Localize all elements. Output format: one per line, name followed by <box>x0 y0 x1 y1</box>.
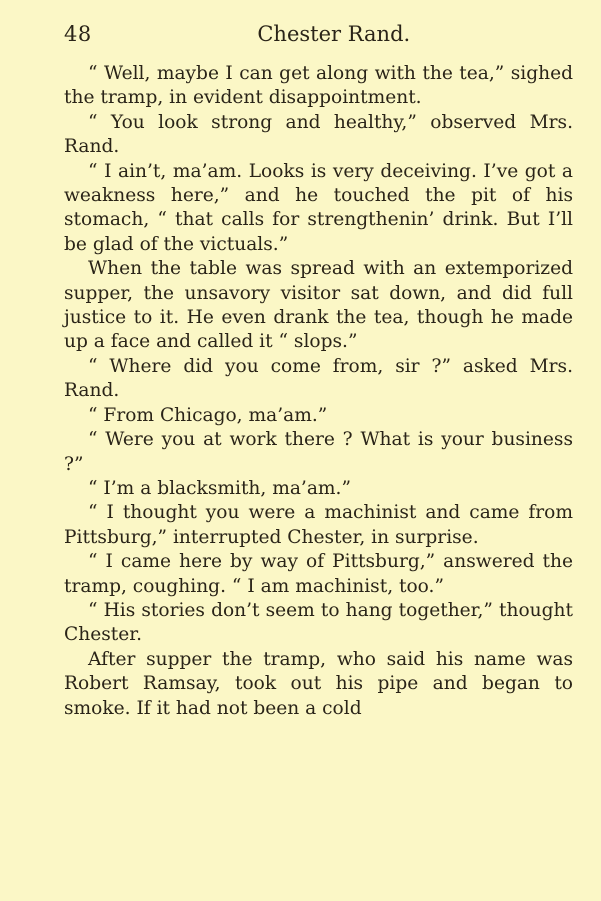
paragraph: “ I ain’t, ma’am. Looks is very deceiving. I’ve got a weakness here,” and he touched the pit of his stomach, “ that calls for strengthenin’ drink. But I’ll be glad of the victuals.” <box>64 160 573 255</box>
page-header <box>64 18 573 58</box>
paragraph: “ From Chicago, ma’am.” <box>88 404 328 426</box>
paragraph: “ I came here by way of Pittsburg,” answered the tramp, coughing. “ I am machinist, too.” <box>64 551 573 597</box>
paragraph: “ His stories don’t seem to hang together,” thought Chester. <box>64 599 573 646</box>
paragraph: “ You look strong and healthy,” observed Mrs. Rand. <box>64 111 573 158</box>
paragraph: “ I thought you were a machinist and came from Pittsburg,” interrupted Chester, in surprise. <box>64 502 573 548</box>
paragraph: “ I’m a blacksmith, ma’am.” <box>88 477 351 499</box>
running-title: Chester Rand. <box>257 22 411 46</box>
text-body <box>64 62 573 721</box>
page-number: 48 <box>64 22 92 46</box>
paragraph: After supper the tramp, who said his name was Robert Ramsay, took out his pipe and began to smoke. If it had not been a cold <box>64 648 573 719</box>
paragraph: “ Well, maybe I can get along with the tea,” sighed the tramp, in evident disappointment. <box>64 63 573 109</box>
paragraph: “ Were you at work there ? What is your business ?” <box>64 429 573 475</box>
paragraph: When the table was spread with an extemporized supper, the unsavory visitor sat down, and did full justice to it. He even drank the tea, though he made up a face and called it “ slops.” <box>64 258 573 353</box>
paragraph: “ Where did you come from, sir ?” asked Mrs. Rand. <box>64 355 573 402</box>
